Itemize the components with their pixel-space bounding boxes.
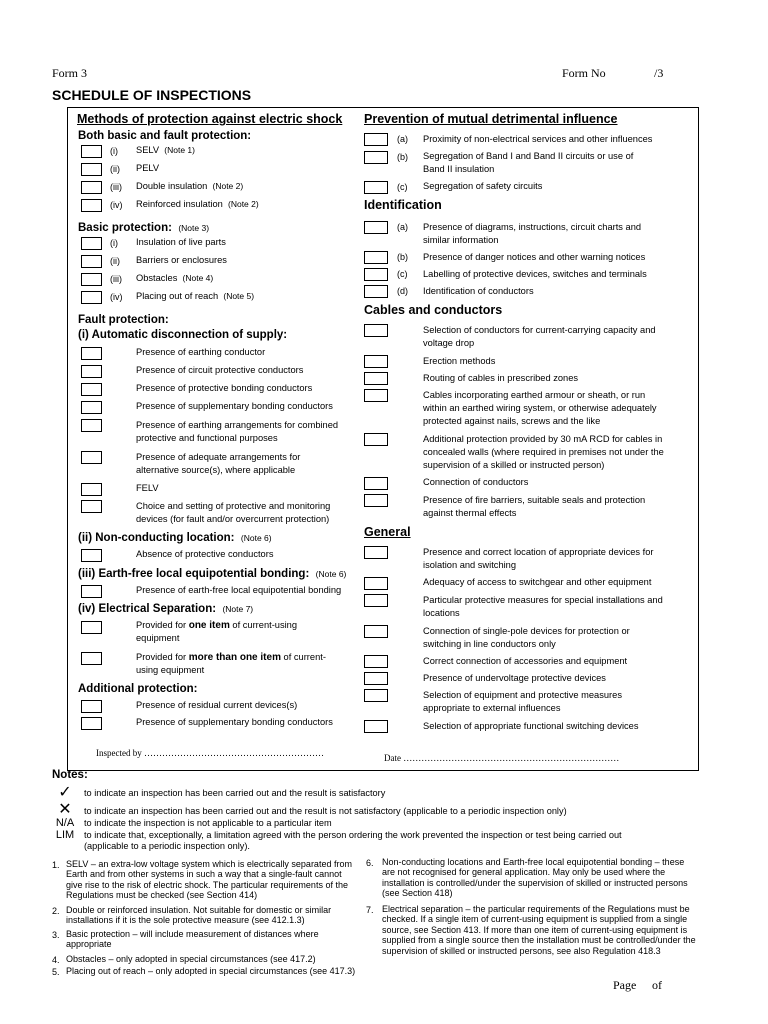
checkbox[interactable] [364,389,388,402]
checkbox[interactable] [364,324,388,337]
es-title: (iv) Electrical Separation: (Note 7) [78,603,254,615]
item-num: (c) [397,269,408,279]
item-num: (b) [397,252,408,262]
checkbox[interactable] [364,477,388,490]
item-label: Presence of danger notices and other warning notices [423,252,646,262]
legend-text: to indicate that, exceptionally, a limitation agreed with the person ordering the work prevented the inspection or test being carried out [84,830,622,840]
item-label: using equipment [136,665,205,675]
item-num: (a) [397,222,408,232]
item-label: Particular protective measures for special installations and [423,595,663,605]
form-no-suffix: /3 [654,66,664,80]
item-label: Presence of undervoltage protective devices [423,673,606,683]
cables-heading: Cables and conductors [364,303,503,317]
footnote-text: Non-conducting locations and Earth-free local equipotential bonding – these are not recognised for general application. May only be used where the installation is controlled/under the supervision of skilled or instructed persons (see Section 418) [382,857,688,899]
item-label: Cables incorporating earthed armour or sheath, or run [423,390,646,400]
checkbox[interactable] [81,621,102,634]
checkbox[interactable] [364,625,388,638]
checkbox[interactable] [364,689,388,702]
ncl-title: (ii) Non-conducting location: (Note 6) [78,532,272,544]
additional-title: Additional protection: [78,683,198,695]
item-label: Provided for one item of current-using [136,620,298,631]
item-label: protected against nails, screws and the like [423,416,601,426]
item-label: Presence of earthing conductor [136,347,266,357]
checkbox[interactable] [364,151,388,164]
checkbox[interactable] [81,145,102,158]
form-no-label: Form No [562,66,606,80]
item-label: Additional protection provided by 30 mA RCD for cables in [423,434,663,444]
footnote-num: 6. [366,858,374,868]
checkbox[interactable] [364,221,388,234]
footnote-num: 5. [52,967,60,977]
checkbox[interactable] [364,372,388,385]
checkbox[interactable] [364,181,388,194]
checkbox[interactable] [81,652,102,665]
item-label: alternative source(s), where applicable [136,465,296,475]
item-num: (a) [397,134,408,144]
item-num: (c) [397,182,408,192]
item-label: Presence and correct location of appropriate devices for [423,547,654,557]
checkbox[interactable] [364,577,388,590]
checkbox[interactable] [364,655,388,668]
checkbox[interactable] [364,720,388,733]
general-heading: General [364,525,411,539]
footnote-num: 3. [52,930,60,940]
item-label: Reinforced insulation (Note 2) [136,199,259,209]
item-num: (i) [110,238,118,248]
item-label: Correct connection of accessories and equipment [423,656,628,666]
item-label: Barriers or enclosures [136,255,227,265]
legend-text: (applicable to a periodic inspection only). [84,841,250,851]
item-num: (d) [397,286,408,296]
item-label: Presence of diagrams, instructions, circuit charts and [423,222,642,232]
item-label: Erection methods [423,356,496,366]
item-label: SELV (Note 1) [136,145,195,155]
item-num: (iv) [110,292,123,302]
checkbox[interactable] [81,181,102,194]
item-label: PELV [136,163,160,173]
item-label: Provided for more than one item of current- [136,652,326,663]
checkbox[interactable] [364,433,388,446]
item-label: switching in line conductors only [423,639,556,649]
checkbox[interactable] [81,700,102,713]
footnote-num: 4. [52,955,60,965]
footnote-num: 1. [52,860,60,870]
checkbox[interactable] [81,549,102,562]
checkbox[interactable] [81,483,102,496]
item-label: Presence of protective bonding conductors [136,383,313,393]
checkbox[interactable] [364,594,388,607]
item-label: Proximity of non-electrical services and other influences [423,134,653,144]
item-label: isolation and switching [423,560,517,570]
item-label: against thermal effects [423,508,517,518]
item-num: (iv) [110,200,123,210]
checkbox[interactable] [81,237,102,250]
page-of-label: of [652,978,662,992]
checkbox[interactable] [81,199,102,212]
item-label: Identification of conductors [423,286,534,296]
item-label: Band II insulation [423,164,495,174]
footnote-text: Obstacles – only adopted in special circumstances (see 417.2) [66,954,316,964]
checkbox[interactable] [81,585,102,598]
item-num: (i) [110,146,118,156]
item-num: (b) [397,152,408,162]
footnote-text: Placing out of reach – only adopted in special circumstances (see 417.3) [66,966,356,976]
checkbox[interactable] [81,347,102,360]
checkbox[interactable] [81,291,102,304]
efl-title: (iii) Earth-free local equipotential bonding: (Note 6) [78,568,347,580]
item-label: Presence of circuit protective conductors [136,365,304,375]
page-label: Page [613,978,637,992]
item-label: Presence of adequate arrangements for [136,452,301,462]
item-label: FELV [136,483,159,493]
item-label: Segregation of safety circuits [423,181,543,191]
notes-heading: Notes: [52,769,88,781]
form-label: Form 3 [52,66,88,80]
legend-text: to indicate an inspection has been carried out and the result is satisfactory [84,788,386,798]
checkbox[interactable] [364,494,388,507]
item-label: Labelling of protective devices, switches and terminals [423,269,647,279]
checkbox[interactable] [81,365,102,378]
footnote-num: 2. [52,906,60,916]
page-title: SCHEDULE OF INSPECTIONS [52,87,252,103]
cross-icon: ✕ [58,801,72,818]
legend-text: to indicate an inspection has been carried out and the result is not satisfactory (applicable to a periodic inspection only) [84,806,567,816]
item-label: Segregation of Band I and Band II circuits or use of [423,151,634,161]
checkbox[interactable] [81,383,102,396]
item-label: Choice and setting of protective and monitoring [136,501,331,511]
item-label: Presence of fire barriers, suitable seals and protection [423,495,646,505]
item-num: (ii) [110,164,120,174]
checkbox[interactable] [364,268,388,281]
na-symbol: N/A [55,817,75,829]
fault-title: Fault protection: [78,314,169,326]
both-title: Both basic and fault protection: [78,130,252,142]
left-heading: Methods of protection against electric shock [77,112,343,126]
item-label: Insulation of live parts [136,237,226,247]
item-label: Double insulation (Note 2) [136,181,244,191]
checkbox[interactable] [364,546,388,559]
item-label: equipment [136,633,180,643]
item-label: Presence of supplementary bonding conductors [136,401,333,411]
footnote-text: Electrical separation – the particular requirements of the Regulations must be checked. If a single item of current-using equipment is supplied from a single source, see Section 413. If more than one item of current-using equipment is supplied from a single source then the installation must be controlled/under the supervision of skilled or instructed persons, see also Regulation 418.3 [382,904,696,956]
footnote-text: SELV – an extra-low voltage system which is electrically separated from Earth and from other systems in such a way that a single-fault cannot give rise to the risk of electric shock. The particular requirements of the Regulations must be checked (see Section 414) [66,859,352,901]
item-label: within an earthed wiring system, or otherwise adequately [423,403,657,413]
checkbox[interactable] [81,163,102,176]
item-label: Selection of equipment and protective measures [423,690,622,700]
checkbox[interactable] [81,401,102,414]
identification-heading: Identification [364,198,442,212]
footnote-text: Basic protection – will include measurement of distances where appropriate [66,929,319,950]
date-field[interactable]: Date ……………………………………………………………… [384,753,620,763]
item-label: Connection of single-pole devices for protection or [423,626,630,636]
checkbox[interactable] [81,451,102,464]
ads-title: (i) Automatic disconnection of supply: [78,329,288,341]
item-label: locations [423,608,460,618]
item-label: Obstacles (Note 4) [136,273,214,283]
form-no-field[interactable] [612,66,656,79]
lim-symbol: LIM [55,829,75,841]
inspected-by-field[interactable]: Inspected by …………………………………………………… [96,748,324,758]
item-label: Connection of conductors [423,477,529,487]
checkbox[interactable] [364,251,388,264]
checkbox[interactable] [364,355,388,368]
item-label: Absence of protective conductors [136,549,274,559]
item-label: Presence of residual current devices(s) [136,700,298,710]
legend-text: to indicate the inspection is not applicable to a particular item [84,818,332,828]
item-label: devices (for fault and/or overcurrent protection) [136,514,330,524]
item-label: concealed walls (where required in premises not under the [423,447,664,457]
item-num: (iii) [110,182,122,192]
footnote-text: Double or reinforced insulation. Not suitable for domestic or similar installations if it is the sole protective measure (see 412.1.3) [66,905,332,926]
item-label: Selection of conductors for current-carrying capacity and [423,325,656,335]
item-label: Presence of earth-free local equipotential bonding [136,585,342,595]
item-label: voltage drop [423,338,475,348]
item-label: Adequacy of access to switchgear and other equipment [423,577,652,587]
prevention-heading: Prevention of mutual detrimental influence [364,112,618,126]
checkbox[interactable] [364,133,388,146]
item-label: protective and functional purposes [136,433,278,443]
checkbox[interactable] [81,419,102,432]
item-label: appropriate to external influences [423,703,561,713]
item-label: supervision of a skilled or instructed person) [423,460,605,470]
checkbox[interactable] [81,273,102,286]
checkbox[interactable] [81,500,102,513]
checkbox[interactable] [364,285,388,298]
basic-title: Basic protection: (Note 3) [78,222,210,234]
item-label: Routing of cables in prescribed zones [423,373,579,383]
item-label: Presence of supplementary bonding conductors [136,717,333,727]
item-label: Placing out of reach (Note 5) [136,291,255,301]
footnote-num: 7. [366,905,374,915]
item-label: similar information [423,235,499,245]
item-num: (iii) [110,274,122,284]
checkbox[interactable] [81,255,102,268]
item-label: Selection of appropriate functional switching devices [423,721,639,731]
item-label: Presence of earthing arrangements for combined [136,420,339,430]
checkbox[interactable] [81,717,102,730]
tick-icon: ✓ [58,784,72,801]
checkbox[interactable] [364,672,388,685]
item-num: (ii) [110,256,120,266]
